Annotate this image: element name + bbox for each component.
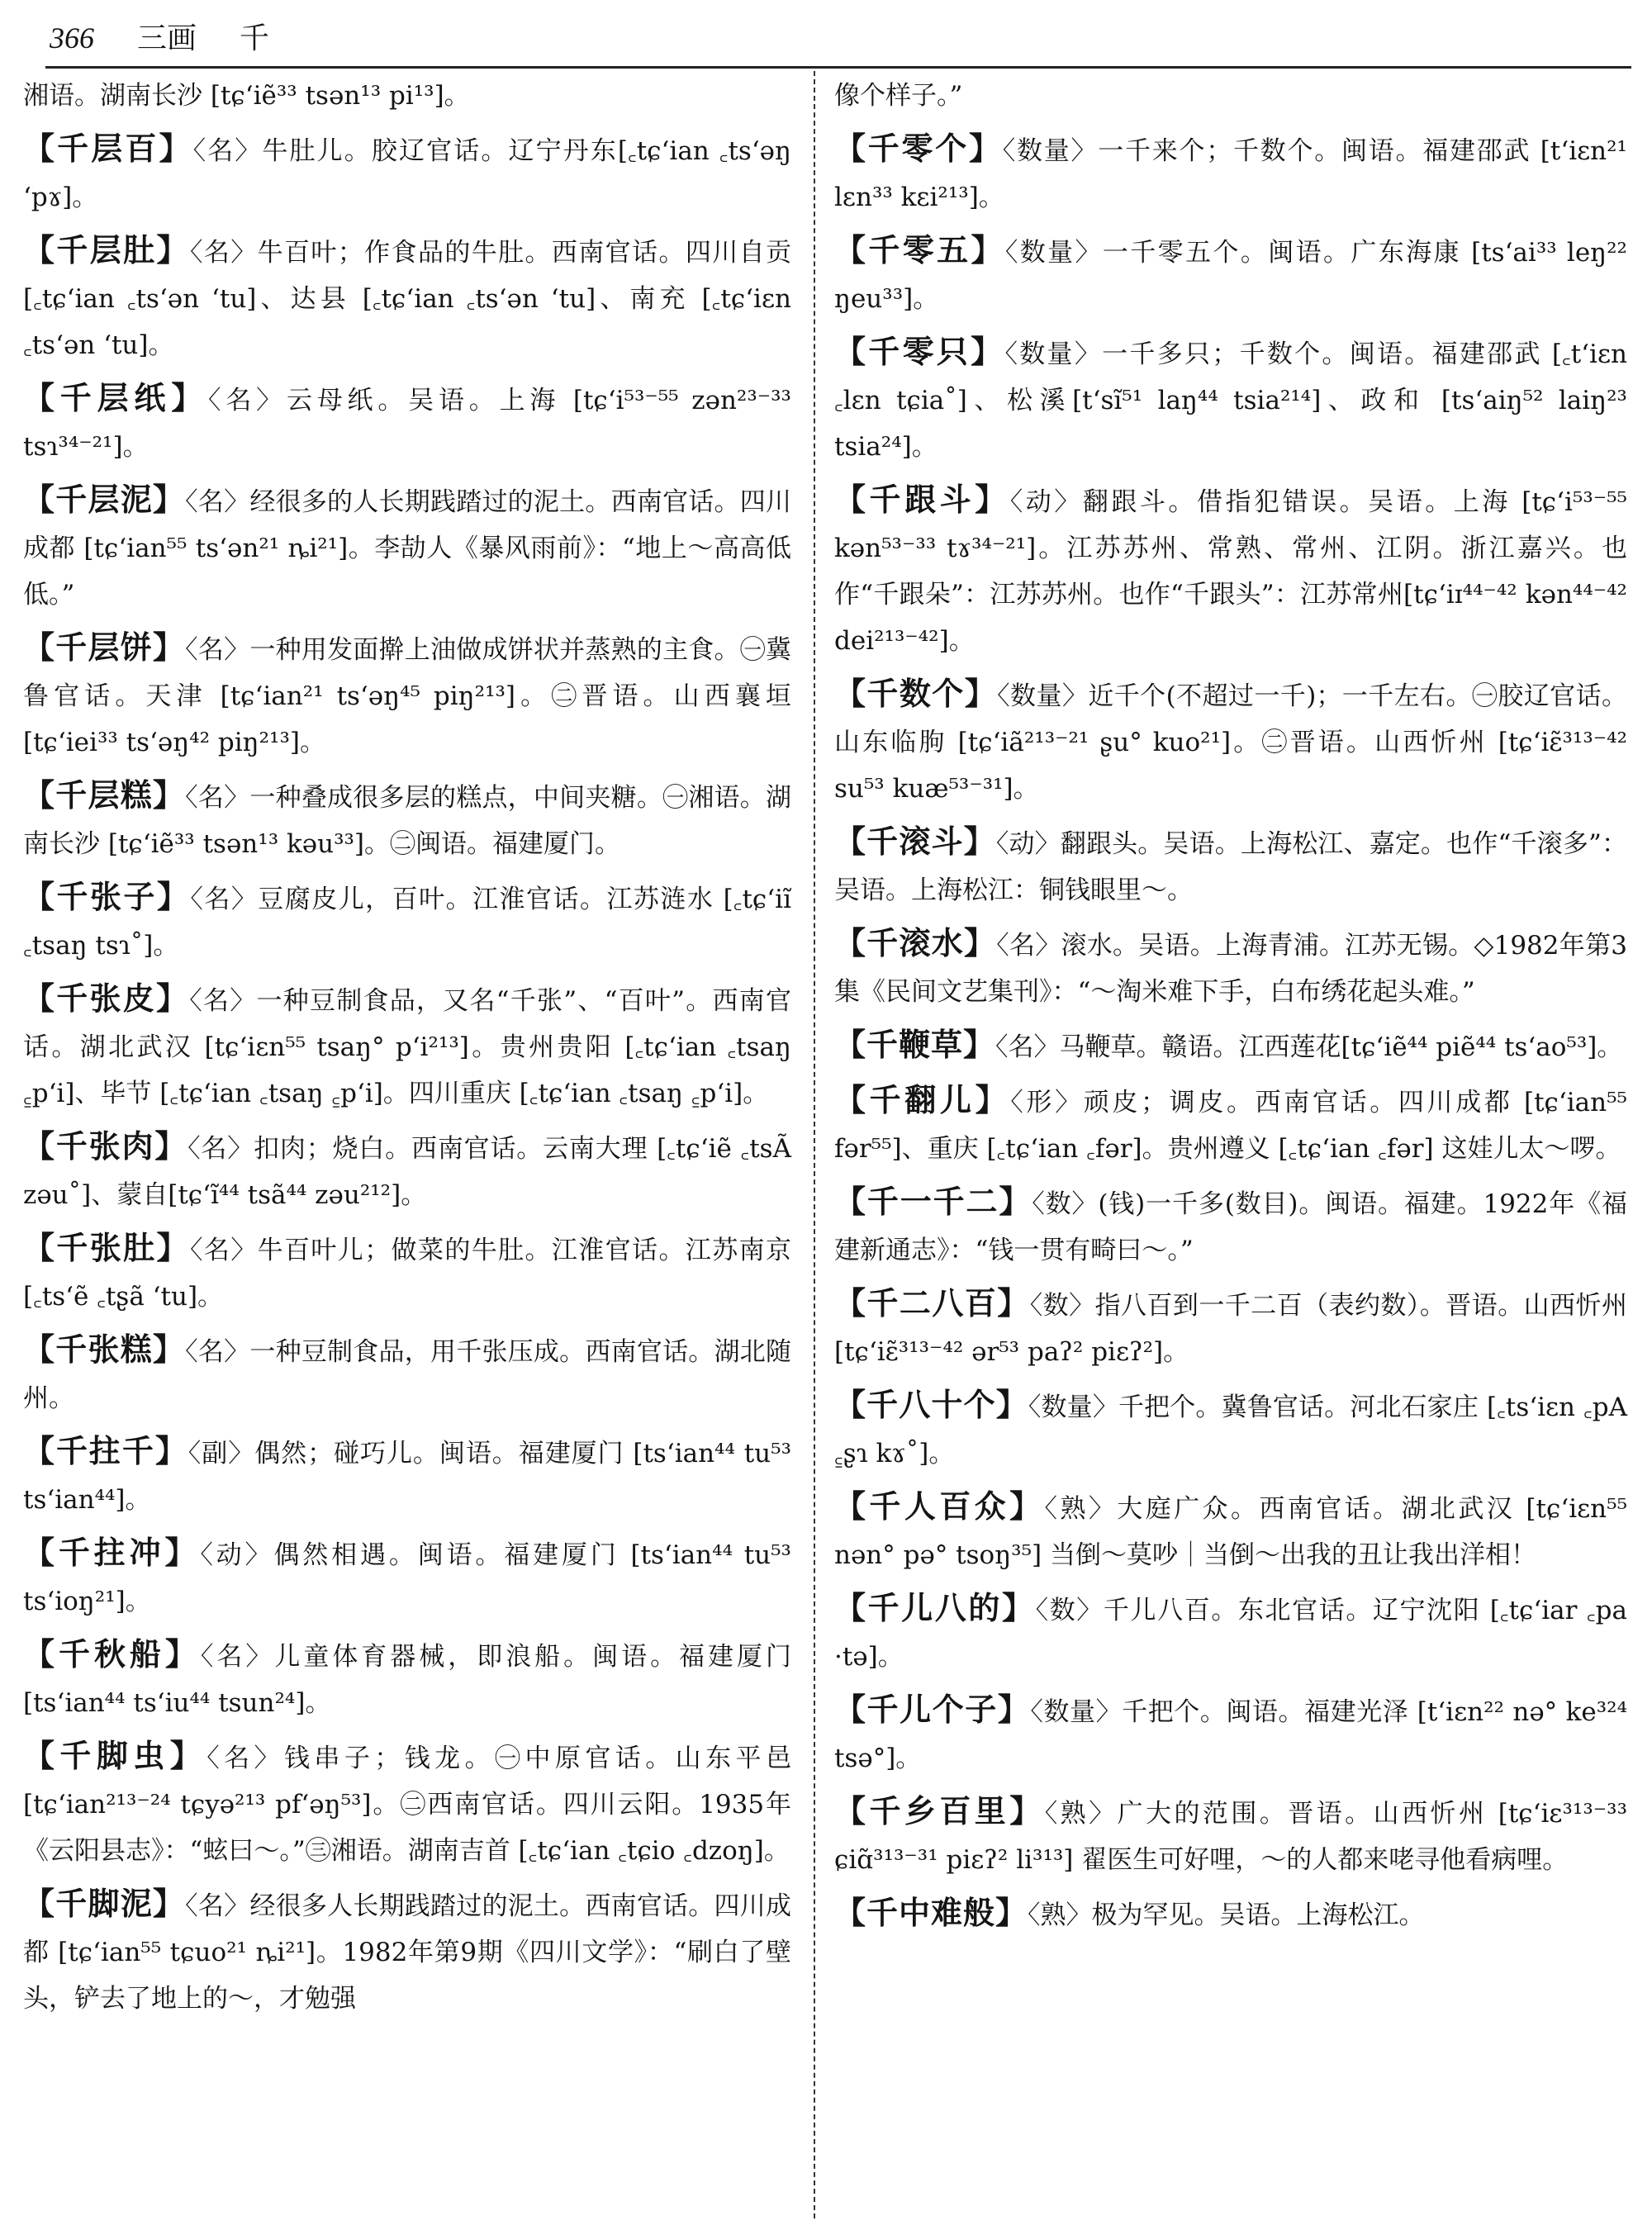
entry-definition: 〈数量〉一千多只；千数个。闽语。福建邵武 [꜀tʻiɛn ꜀lɛn tɕia˚]、松溪[tʻsĩ⁵¹ laŋ⁴⁴ tsia²¹⁴]、政和 [tsʻaiŋ⁵² laiŋ²³ tsia²⁴]。 [834, 339, 1627, 462]
entry-definition: 〈熟〉极为罕见。吴语。上海松江。 [1028, 1900, 1425, 1930]
entry-definition: 〈数量〉千把个。冀鲁官话。河北石家庄 [꜀tsʻiɛn ꜀pA ꜁ʂɿ kɤ˚]。 [834, 1393, 1627, 1468]
entry-headword: 【千儿八的】 [834, 1589, 1036, 1626]
entry-definition: 〈熟〉广大的范围。晋语。山西忻州 [tɕʻiɛ³¹³⁻³³ ɕiɑ̃³¹³⁻³¹ piɛʔ² li³¹³] 翟医生可好哩，～的人都来咾寻他看病哩。 [834, 1799, 1627, 1875]
entry-headword: 【千张子】 [23, 878, 191, 915]
entry-definition: 〈数量〉一千来个；千数个。闽语。福建邵武 [tʻiɛn²¹ lɛn³³ kɛi²¹³]。 [834, 136, 1627, 212]
entry-headword: 【千层糕】 [23, 776, 186, 814]
entry-definition: 〈动〉偶然相遇。闽语。福建厦门 [tsʻian⁴⁴ tu⁵³ tsʻioŋ²¹]。 [23, 1540, 791, 1616]
entry-definition: 〈名〉一种豆制食品，又名“千张”、“百叶”。西南官话。湖北武汉 [tɕʻiɛn⁵⁵ tsaŋ° pʻi²¹³]。贵州贵阳 [꜀tɕʻian ꜀tsaŋ ꜁pʻi]、毕节 [꜀tɕʻian ꜀tsaŋ ꜁pʻi]。四川重庆 [꜀tɕʻian ꜀tsaŋ ꜁pʻi]。 [23, 986, 791, 1108]
entry-headword: 【千层纸】 [23, 379, 209, 416]
dictionary-entry [23, 1881, 791, 2022]
right-column [834, 73, 1627, 1945]
entry-definition: 〈名〉一种豆制食品，用千张压成。西南官话。湖北随州。 [23, 1337, 791, 1413]
dictionary-entry [23, 227, 791, 368]
entry-headword: 【千零个】 [834, 130, 1003, 167]
entry-headword: 【千人百众】 [834, 1487, 1045, 1525]
entry-headword: 【千跟斗】 [834, 481, 1010, 518]
entry-definition: 〈数〉指八百到一千二百（表约数）。晋语。山西忻州 [tɕʻiɛ̃³¹³⁻⁴² ər⁵³ paʔ² piɛʔ²]。 [834, 1291, 1627, 1367]
radical-label: 千 [240, 21, 270, 55]
entry-headword: 【千脚虫】 [23, 1737, 207, 1774]
entry-headword: 【千拄冲】 [23, 1534, 201, 1571]
section-label: 三画 [137, 21, 197, 55]
entry-definition: 〈名〉钱串子；钱龙。㊀中原官话。山东平邑 [tɕʻian²¹³⁻²⁴ tɕyə²¹³ pfʻəŋ⁵³]。㊁西南官话。四川云阳。1935年《云阳县志》：“蚿曰～。”㊂湘语。湖南吉首 [꜀tɕʻian ꜀tɕio ꜀dzoŋ]。 [23, 1744, 791, 1866]
entry-definition: 〈数〉千儿八百。东北官话。辽宁沈阳 [꜀tɕʻiar ꜀pa ·tə]。 [834, 1596, 1627, 1672]
entry-headword: 【千八十个】 [834, 1386, 1028, 1423]
dictionary-entry [23, 375, 791, 470]
dictionary-entry [834, 1280, 1627, 1375]
entry-headword: 【千层泥】 [23, 481, 186, 518]
dictionary-entry [23, 975, 791, 1117]
dictionary-entry [834, 1022, 1627, 1070]
entry-headword: 【千滚斗】 [834, 823, 996, 860]
entry-definition: 〈名〉牛百叶；作食品的牛肚。西南官话。四川自贡[꜀tɕʻian ꜀tsʻən ʻtu]、达县 [꜀tɕʻian ꜀tsʻən ʻtu]、南充 [꜀tɕʻiɛn ꜀tsʻən ʻtu]。 [23, 238, 791, 360]
entry-headword: 【千一千二】 [834, 1183, 1032, 1220]
dictionary-entry [23, 1530, 791, 1625]
entry-headword: 【千滚水】 [834, 924, 997, 961]
dictionary-entry [834, 227, 1627, 322]
entry-definition: 〈数〉(钱)一千多(数目)。闽语。福建。1922年《福建新通志》：“钱一贯有畸曰～。” [834, 1189, 1627, 1265]
dictionary-entry [834, 920, 1627, 1015]
dictionary-entry [834, 1179, 1627, 1274]
dictionary-entry [23, 874, 791, 969]
entry-headword: 【千脚泥】 [23, 1885, 186, 1922]
entry-headword: 【千层百】 [23, 130, 193, 167]
entry-definition: 〈名〉经很多的人长期践踏过的泥土。西南官话。四川成都 [tɕʻian⁵⁵ tsʻən²¹ ȵi²¹]。李劼人《暴风雨前》：“地上～高高低低。” [23, 487, 791, 610]
dictionary-entry [834, 818, 1627, 913]
dictionary-entry [834, 1585, 1627, 1680]
page-number: 366 [50, 21, 94, 55]
entry-headword: 【千二八百】 [834, 1284, 1030, 1321]
entry-definition: 〈名〉马鞭草。赣语。江西莲花[tɕʻiẽ⁴⁴ piẽ⁴⁴ tsʻao⁵³]。 [995, 1032, 1623, 1062]
dictionary-entry [834, 477, 1627, 664]
entry-definition: 〈名〉牛百叶儿；做菜的牛肚。江淮官话。江苏南京 [꜀tsʻẽ ꜀tʂã ʻtu]。 [23, 1236, 791, 1312]
entry-definition: 〈名〉扣肉；烧白。西南官话。云南大理 [꜀tɕʻiẽ ꜀tsÃ zəu˚]、蒙自[tɕʻĩ⁴⁴ tsã⁴⁴ zəu²¹²]。 [23, 1134, 791, 1210]
entry-headword: 【千儿个子】 [834, 1691, 1031, 1728]
entry-definition: 〈形〉顽皮；调皮。西南官话。四川成都 [tɕʻian⁵⁵ fər⁵⁵]、重庆 [꜀tɕʻian ꜀fər]。贵州遵义 [꜀tɕʻian ꜀fər] 这娃儿太～啰。 [834, 1088, 1627, 1164]
dictionary-entry [834, 126, 1627, 221]
dictionary-entry [23, 477, 791, 618]
dictionary-entry [23, 1428, 791, 1523]
header-rule [45, 66, 1631, 69]
entry-headword: 【千鞭草】 [834, 1026, 996, 1063]
entry-headword: 【千乡百里】 [834, 1792, 1045, 1829]
entry-definition: 湘语。湖南长沙 [tɕʻiẽ³³ tsən¹³ pi¹³]。 [23, 81, 470, 111]
entry-definition: 〈熟〉大庭广众。西南官话。湖北武汉 [tɕʻiɛn⁵⁵ nən° pə° tsoŋ³⁵] 当倒～莫吵｜当倒～出我的丑让我出洋相！ [834, 1494, 1627, 1570]
column-divider [814, 71, 815, 2218]
dictionary-entry [23, 1733, 791, 1874]
dictionary-entry [834, 1890, 1627, 1938]
entry-headword: 【千中难般】 [834, 1894, 1028, 1931]
dictionary-entry [23, 772, 791, 867]
dictionary-entry [23, 1326, 791, 1421]
dictionary-entry [23, 73, 791, 119]
entry-headword: 【千零五】 [834, 231, 1005, 268]
dictionary-entry [23, 126, 791, 221]
entry-definition: 〈名〉儿童体育器械，即浪船。闽语。福建厦门 [tsʻian⁴⁴ tsʻiu⁴⁴ tsun²⁴]。 [23, 1642, 791, 1718]
entry-headword: 【千零只】 [834, 333, 1005, 370]
entry-definition: 〈名〉豆腐皮儿，百叶。江淮官话。江苏涟水 [꜀tɕʻiĩ ꜀tsaŋ tsɿ˚]。 [23, 885, 791, 961]
left-column [23, 73, 791, 2028]
entry-definition: 〈数量〉近千个(不超过一千)；一千左右。㊀胶辽官话。山东临朐 [tɕʻiã²¹³⁻²¹ ʂu° kuo²¹]。㊁晋语。山西忻州 [tɕʻiɛ̃³¹³⁻⁴² su⁵³ kuæ⁵³⁻³¹]。 [834, 681, 1627, 804]
entry-definition: 〈名〉滚水。吴语。上海青浦。江苏无锡。◇1982年第3集《民间文艺集刊》：“～淘米难下手，白布绣花起头难。” [834, 931, 1627, 1007]
entry-headword: 【千拄千】 [23, 1432, 188, 1469]
dictionary-entry [834, 671, 1627, 812]
dictionary-entry [834, 73, 1627, 119]
entry-definition: 〈动〉翻跟斗。借指犯错误。吴语。上海 [tɕʻi⁵³⁻⁵⁵ kən⁵³⁻³³ tɤ³⁴⁻²¹]。江苏苏州、常熟、常州、江阴。浙江嘉兴。也作“千跟朵”：江苏苏州。也作“千跟头”：江苏常州[tɕʻiɪ⁴⁴⁻⁴² kən⁴⁴⁻⁴² dei²¹³⁻⁴²]。 [834, 487, 1627, 656]
dictionary-entry [834, 1382, 1627, 1477]
dictionary-entry [23, 624, 791, 766]
dictionary-entry [834, 1077, 1627, 1172]
entry-headword: 【千层饼】 [23, 629, 186, 666]
dictionary-entry [834, 1788, 1627, 1883]
dictionary-entry [834, 1687, 1627, 1782]
entry-headword: 【千层肚】 [23, 231, 190, 268]
entry-headword: 【千张肚】 [23, 1229, 190, 1266]
page-header [50, 15, 269, 64]
entry-headword: 【千张肉】 [23, 1127, 188, 1165]
entry-definition: 〈动〉翻跟头。吴语。上海松江、嘉定。也作“千滚多”：吴语。上海松江：铜钱眼里～。 [834, 829, 1627, 905]
entry-headword: 【千数个】 [834, 675, 998, 712]
dictionary-entry [834, 1483, 1627, 1578]
entry-definition: 〈名〉云母纸。吴语。上海 [tɕʻi⁵³⁻⁵⁵ zən²³⁻³³ tsɿ³⁴⁻²¹]。 [23, 386, 791, 462]
dictionary-entry [834, 329, 1627, 470]
entry-headword: 【千翻儿】 [834, 1081, 1011, 1118]
entry-definition: 〈副〉偶然；碰巧儿。闽语。福建厦门 [tsʻian⁴⁴ tu⁵³ tsʻian⁴⁴]。 [23, 1439, 791, 1515]
entry-definition: 像个样子。” [834, 81, 963, 111]
entry-headword: 【千张糕】 [23, 1331, 186, 1368]
entry-definition: 〈名〉一种叠成很多层的糕点，中间夹糖。㊀湘语。湖南长沙 [tɕʻiẽ³³ tsən¹³ kəu³³]。㊁闽语。福建厦门。 [23, 783, 791, 859]
entry-definition: 〈数量〉千把个。闽语。福建光泽 [tʻiɛn²² nə° ke³²⁴ tsə°]。 [834, 1697, 1627, 1773]
entry-definition: 〈数量〉一千零五个。闽语。广东海康 [tsʻai³³ leŋ²² ŋeu³³]。 [834, 238, 1627, 314]
entry-definition: 〈名〉经很多人长期践踏过的泥土。西南官话。四川成都 [tɕʻian⁵⁵ tɕuo²¹ ȵi²¹]。1982年第9期《四川文学》：“刷白了壁头，铲去了地上的～，才勉强 [23, 1891, 791, 2014]
entry-definition: 〈名〉牛肚儿。胶辽官话。辽宁丹东[꜀tɕʻian ꜀tsʻəŋ ʻpɤ]。 [23, 136, 791, 212]
dictionary-entry [23, 1631, 791, 1726]
entry-headword: 【千张皮】 [23, 980, 190, 1017]
entry-definition: 〈名〉一种用发面擀上油做成饼状并蒸熟的主食。㊀冀鲁官话。天津 [tɕʻian²¹ tsʻəŋ⁴⁵ piŋ²¹³]。㊁晋语。山西襄垣 [tɕʻiei³³ tsʻəŋ⁴² piŋ²¹³]。 [23, 635, 791, 757]
dictionary-entry [23, 1225, 791, 1320]
dictionary-entry [23, 1123, 791, 1218]
entry-headword: 【千秋船】 [23, 1635, 201, 1672]
